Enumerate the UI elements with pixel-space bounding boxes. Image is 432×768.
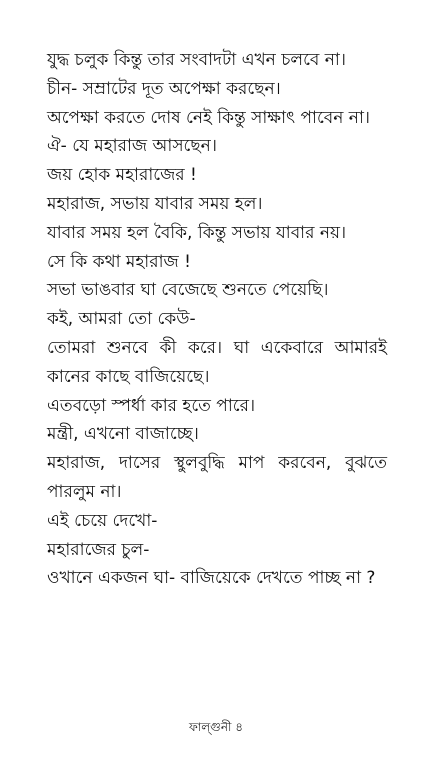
dialogue-line: যুদ্ধ চলুক কিন্তু তার সংবাদটা এখন চলবে না। [47,50,346,70]
dialogue-line: মহারাজ, সভায় যাবার সময় হল। [47,193,263,214]
dialogue-line: সে কি কথা মহারাজ ! [47,251,191,272]
dialogue-line: মহারাজ, দাসের স্থুলবুদ্ধি মাপ করবেন, বুঝতে পারলুম না। [47,453,387,502]
dialogue-line: কই, আমরা তো কেউ- [47,309,196,330]
dialogue-line: মহারাজের চুল- [47,539,150,560]
dialogue-line: মন্ত্রী, এখনো বাজাচ্ছে। [47,424,199,445]
dialogue-line: চীন- সম্রাটের দূত অপেক্ষা করছেন। [47,78,281,99]
dialogue-line: অপেক্ষা করতে দোষ নেই কিন্তু সাক্ষাৎ পাবেন না। [47,107,370,128]
dialogue-line: জয় হোক মহারাজের ! [47,165,197,186]
dialogue-line: যাবার সময় হল বৈকি, কিন্তু সভায় যাবার নয়। [47,222,347,243]
dialogue-line: তোমরা শুনবে কী করে। ঘা একেবারে আমারই কানের কাছে বাজিয়েছে। [47,337,387,387]
dialogue-line: এতবড়ো স্পর্ধা কার হতে পারে। [47,395,256,416]
dialogue-text-block [47,46,387,593]
dialogue-line: ঐ- যে মহারাজ আসছেন। [47,136,217,157]
dialogue-line: সভা ভাঙবার ঘা বেজেছে শুনতে পেয়েছি। [47,280,329,301]
dialogue-line: এই চেয়ে দেখো- [47,510,158,531]
dialogue-line: ওখানে একজন ঘা- বাজিয়েকে দেখতে পাচ্ছ না ? [47,568,376,589]
page-number-label: ফাল্গুনী ৪ [188,720,244,734]
page-footer [0,720,432,734]
